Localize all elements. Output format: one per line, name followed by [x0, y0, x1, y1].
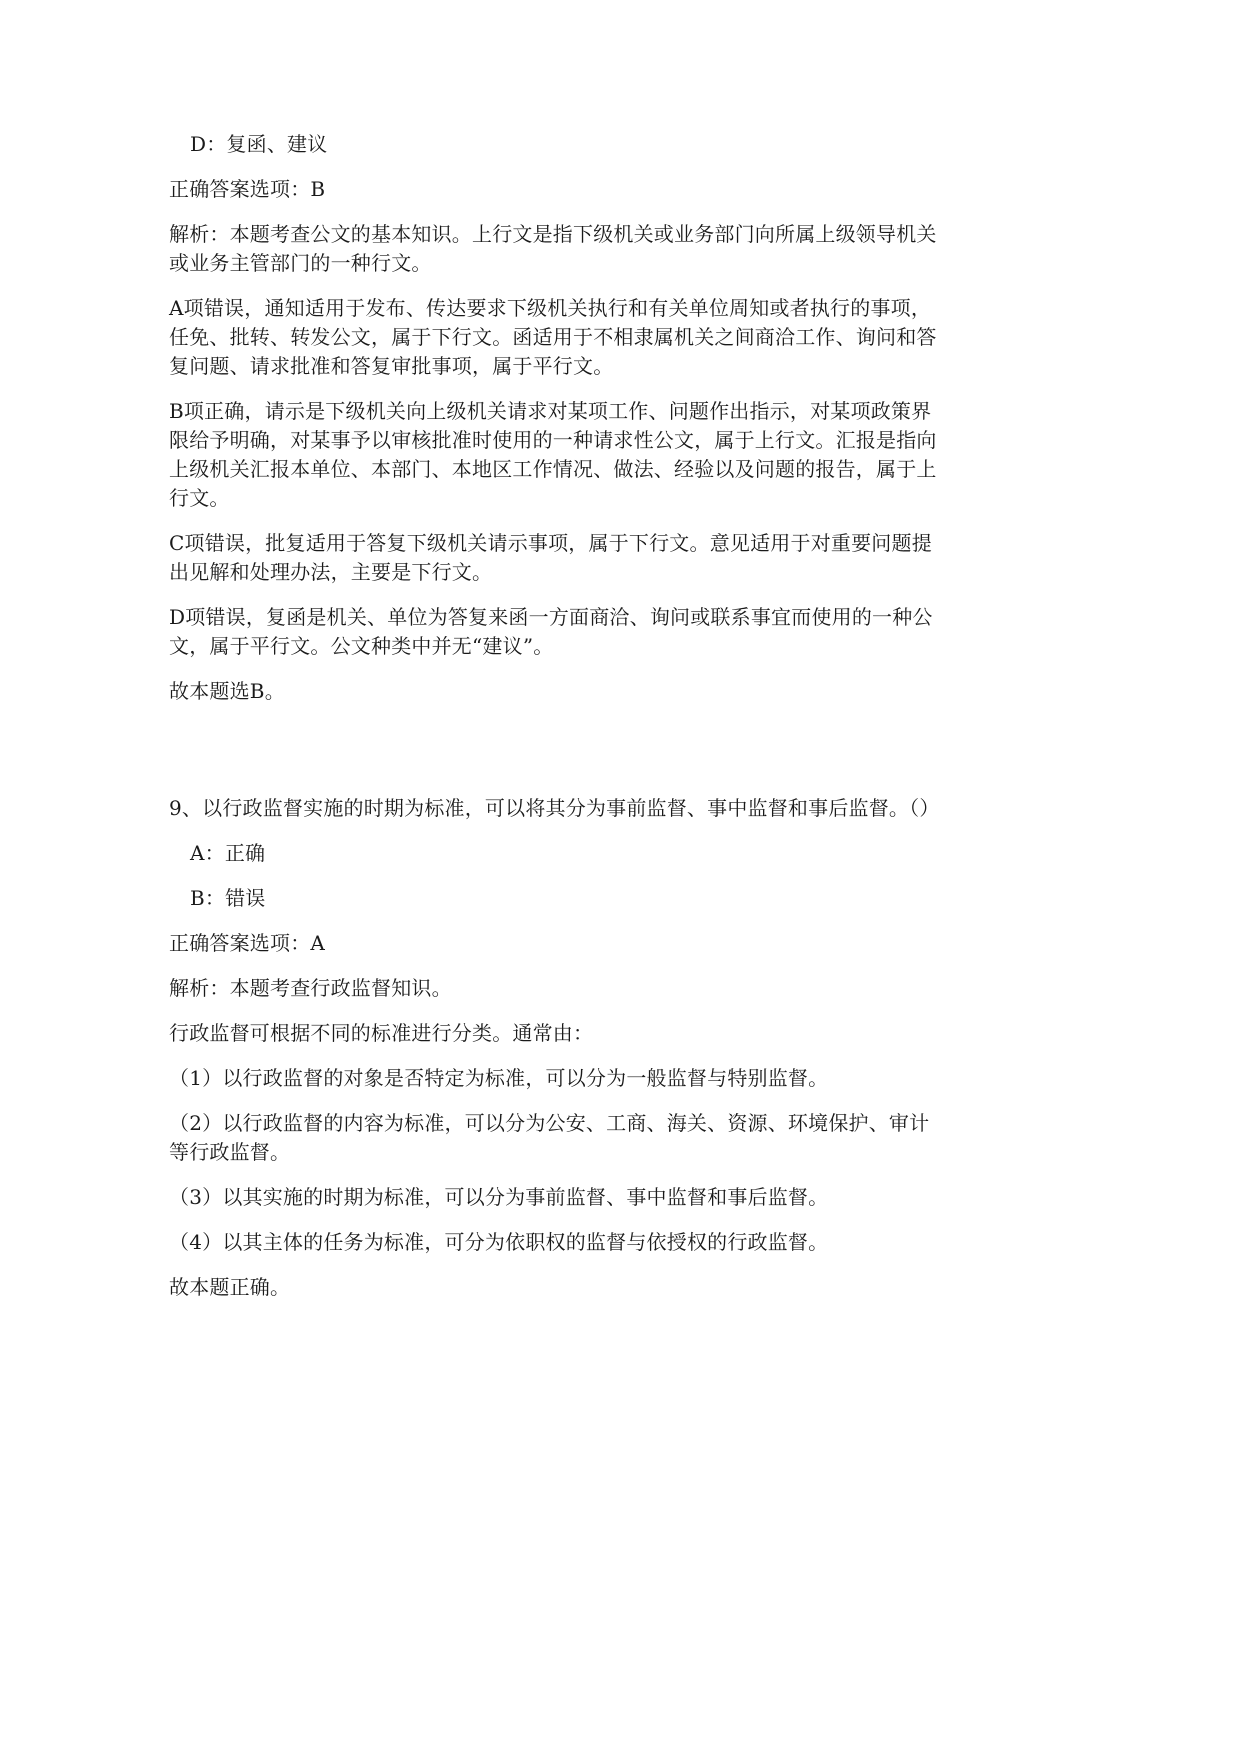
answer-line: 正确答案选项：A: [169, 931, 326, 955]
conclusion-line: 故本题正确。: [169, 1275, 291, 1299]
analysis-paragraph: B项正确，请示是下级机关向上级机关请求对某项工作、问题作出指示，对某项政策界限给予明确，对某事予以审核批准时使用的一种请求性公文，属于上行文。汇报是指向上级机关汇报本单位、本部门、本地区工作情况、做法、经验以及问题的报告，属于上行文。: [169, 399, 937, 510]
conclusion-line: 故本题选B。: [169, 679, 285, 703]
analysis-paragraph: （1）以行政监督的对象是否特定为标准，可以分为一般监督与特别监督。: [169, 1066, 829, 1090]
question-stem: 9、以行政监督实施的时期为标准，可以将其分为事前监督、事中监督和事后监督。（）: [169, 796, 940, 820]
analysis-paragraph: D项错误，复函是机关、单位为答复来函一方面商洽、询问或联系事宜而使用的一种公文，属于平行文。公文种类中并无“建议”。: [169, 605, 933, 658]
analysis-paragraph: （2）以行政监督的内容为标准，可以分为公安、工商、海关、资源、环境保护、审计等行政监督。: [169, 1111, 930, 1164]
analysis-paragraph: （3）以其实施的时期为标准，可以分为事前监督、事中监督和事后监督。: [169, 1185, 829, 1209]
option-b: B：错误: [190, 886, 266, 910]
document-page: [169, 130, 949, 1318]
analysis-paragraph: A项错误，通知适用于发布、传达要求下级机关执行和有关单位周知或者执行的事项，任免、批转、转发公文，属于下行文。函适用于不相隶属机关之间商洽工作、询问和答复问题、请求批准和答复审批事项，属于平行文。: [169, 296, 937, 378]
answer-line: 正确答案选项：B: [169, 177, 326, 201]
analysis-paragraph: 解析：本题考查行政监督知识。: [169, 976, 452, 1000]
option-a: A：正确: [190, 841, 266, 865]
analysis-paragraph: （4）以其主体的任务为标准，可分为依职权的监督与依授权的行政监督。: [169, 1230, 829, 1254]
analysis-paragraph: 行政监督可根据不同的标准进行分类。通常由：: [169, 1021, 594, 1045]
analysis-paragraph: 解析：本题考查公文的基本知识。上行文是指下级机关或业务部门向所属上级领导机关或业务主管部门的一种行文。: [169, 222, 937, 275]
option-d: D：复函、建议: [190, 132, 328, 156]
analysis-paragraph: C项错误，批复适用于答复下级机关请示事项，属于下行文。意见适用于对重要问题提出见解和处理办法，主要是下行文。: [169, 531, 932, 584]
spacer: [169, 722, 949, 794]
